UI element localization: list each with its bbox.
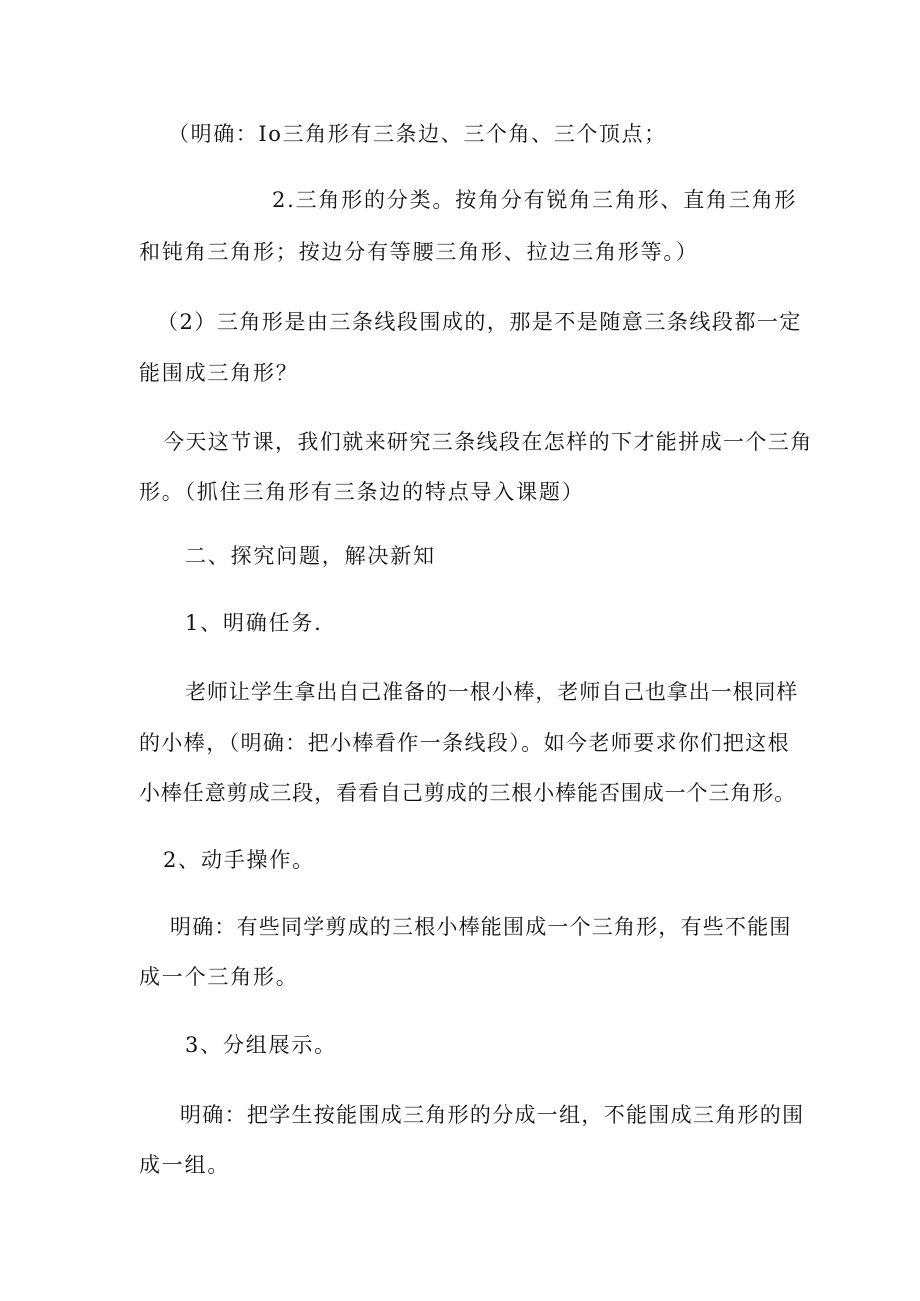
- text-line: 能围成三角形？: [139, 361, 299, 385]
- text-line: 的小棒，（明确：把小棒看作一条线段）。如今老师要求你们把这根: [139, 731, 790, 755]
- text-line: 今天这节课，我们就来研究三条线段在怎样的下才能拼成一个三角: [163, 430, 813, 454]
- text-line: 明确：有些同学剪成的三根小棒能围成一个三角形，有些不能围: [170, 915, 792, 939]
- text-line: 明确：把学生按能围成三角形的分成一组，不能围成三角形的围: [180, 1103, 805, 1127]
- text-line: 2、动手操作。: [163, 848, 315, 872]
- text-line: 2.三角形的分类。按角分有锐角三角形、直角三角形: [272, 188, 798, 212]
- text-line: 1、明确任务.: [185, 611, 323, 635]
- text-line: 老师让学生拿出自己准备的一根小棒，老师自己也拿出一根同样: [185, 680, 799, 704]
- text-line: 3、分组展示。: [185, 1033, 337, 1057]
- text-line: 形。（抓住三角形有三条边的特点导入课题）: [139, 480, 585, 504]
- text-line: （明确：Io三角形有三条边、三个角、三个顶点；: [168, 122, 667, 146]
- text-line: 二、探究问题，解决新知: [185, 544, 436, 568]
- text-line: （2）三角形是由三条线段围成的，那是不是随意三条线段都一定: [157, 310, 802, 334]
- text-line: 小棒任意剪成三段，看看自己剪成的三根小棒能否围成一个三角形。: [139, 781, 796, 805]
- text-line: 和钝角三角形；按边分有等腰三角形、拉边三角形等。）: [139, 240, 699, 264]
- text-line: 成一组。: [139, 1153, 231, 1177]
- text-line: 成一个三角形。: [139, 965, 299, 989]
